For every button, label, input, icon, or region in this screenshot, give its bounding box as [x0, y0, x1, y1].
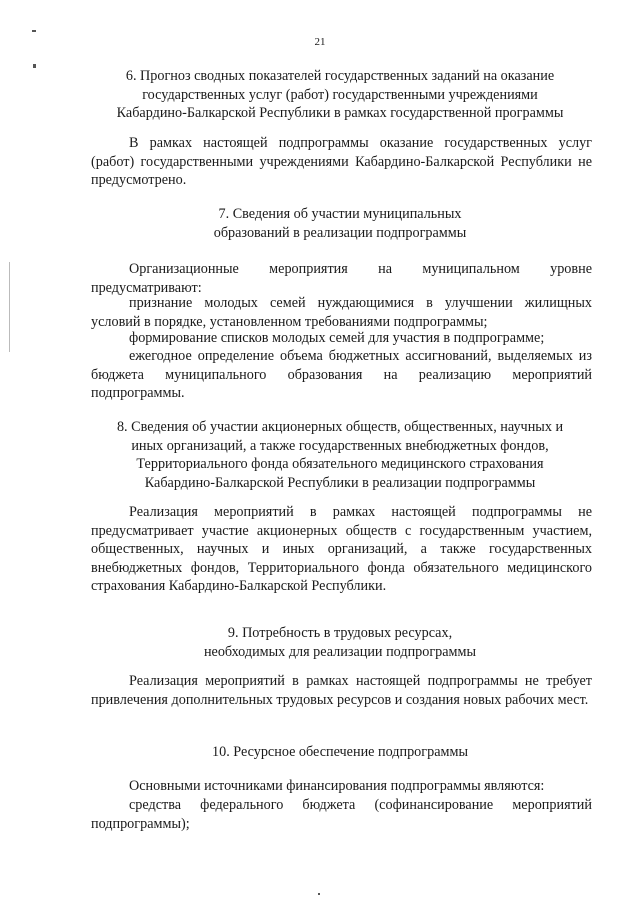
- body-paragraph: Организационные мероприятия на муниципальном уровне предусматривают:: [91, 261, 592, 296]
- heading-line: государственных услуг (работ) государственными учреждениями: [142, 86, 538, 103]
- section-heading: [60, 67, 620, 123]
- body-paragraph: признание молодых семей нуждающимися в улучшении жилищных условий в порядке, установленном требованиями подпрограммы;: [91, 295, 592, 330]
- section-heading: [60, 743, 620, 762]
- heading-line: 10. Ресурсное обеспечение подпрограммы: [212, 744, 468, 760]
- section-heading: [60, 624, 620, 661]
- heading-line: необходимых для реализации подпрограммы: [203, 643, 477, 660]
- page-number: 21: [314, 36, 326, 48]
- body-paragraph: формирование списков молодых семей для участия в подпрограмме;: [129, 330, 545, 346]
- heading-line: Территориального фонда обязательного медицинского страхования: [136, 456, 544, 472]
- body-paragraph: В рамках настоящей подпрограммы оказание государственных услуг (работ) государственными учреждениями Кабардино-Балкарской Республики не предусмотрено.: [91, 135, 592, 188]
- scan-mark: [32, 30, 36, 32]
- heading-line: иных организаций, а также государственных внебюджетных фондов,: [131, 437, 549, 454]
- scan-mark: [318, 893, 320, 895]
- scan-mark: [33, 64, 36, 68]
- body-paragraph: средства федерального бюджета (софинансирование мероприятий подпрограммы);: [91, 797, 592, 832]
- section-heading: [60, 205, 620, 242]
- body-paragraph: Основными источниками финансирования подпрограммы являются:: [129, 778, 545, 794]
- body-paragraph: Реализация мероприятий в рамках настоящей подпрограммы не требует привлечения дополнительных трудовых ресурсов и создания новых рабочих мест.: [91, 673, 592, 708]
- body-paragraph: ежегодное определение объема бюджетных ассигнований, выделяемых из бюджета муниципального образования на реализацию мероприятий подпрограммы.: [91, 348, 592, 401]
- heading-line: Кабардино-Балкарской Республики в рамках государственной программы: [116, 105, 564, 121]
- heading-line: 7. Сведения об участии муниципальных: [218, 206, 462, 222]
- heading-line: 8. Сведения об участии акционерных обществ, общественных, научных и: [116, 419, 564, 435]
- heading-line: 9. Потребность в трудовых ресурсах,: [227, 625, 453, 641]
- heading-line: Кабардино-Балкарской Республики в реализации подпрограммы: [144, 474, 536, 491]
- heading-line: 6. Прогноз сводных показателей государственных заданий на оказание: [125, 68, 555, 84]
- scan-mark: [9, 262, 10, 352]
- body-paragraph: Реализация мероприятий в рамках настоящей подпрограммы не предусматривает участие акционерных обществ с государственным участием, общественных, научных и иных организаций, а также государственных внебюджетных фондов, Территориального фонда обязательного медицинского страхования Кабардино-Балкарской Республики.: [91, 504, 592, 594]
- heading-line: образований в реализации подпрограммы: [213, 224, 467, 241]
- section-heading: [60, 418, 620, 492]
